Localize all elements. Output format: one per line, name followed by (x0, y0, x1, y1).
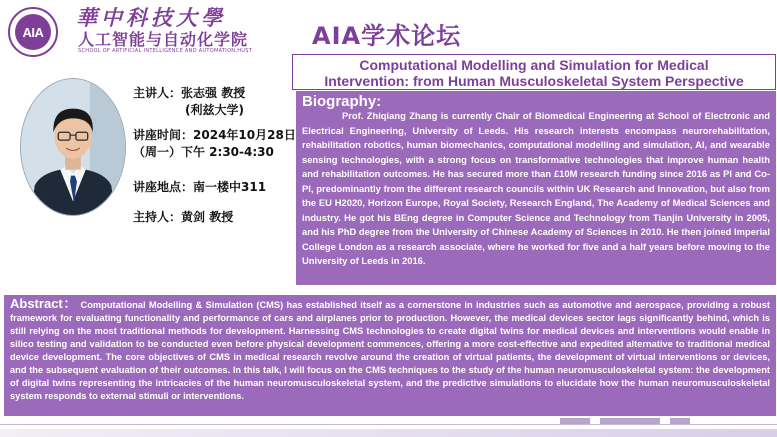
talk-title-line2: Intervention: from Human Musculoskeletal System Perspective (324, 73, 744, 89)
forum-title: AIA学术论坛 (312, 22, 462, 50)
logo-text: AIA (15, 14, 51, 50)
location-label: 讲座地点： (133, 180, 194, 194)
speaker-row (133, 84, 245, 101)
biography-panel (296, 91, 776, 285)
host-label: 主持人： (133, 210, 182, 224)
biography-text: Prof. Zhiqiang Zhang is currently Chair of Biomedical Engineering at School of Electronic and Electrical Engineering, University of Leeds. His research interests encompass neurorehabilitation, rehabilitation robotics, human biomechanics, computational modelling and simulation, AI, and wearable sensing technologies, with a strong focus on transformative technologies that improve human health and rehabilitation outcomes. He has secured more than £10M research funding since 2016 as PI and Co-PI, predominantly from the different research councils within UK Research and Innovation, but also from the EU H2020, Horizon Europe, Royal Society, Research England, The Academy of Medical Sciences and industry. He got his BEng degree in Computer Science and Technology from Tianjin University in 2005, and his PhD degree from the University of Chinese Academy of Sciences in 2010. He then joined Imperial College London as a research associate, where he worked for five and a half years before moving to the University of Leeds in 2016. (302, 110, 770, 266)
decorative-footer-bar (0, 429, 777, 437)
university-name: 華中科技大學 (76, 5, 226, 30)
location-value: 南一楼中311 (193, 180, 267, 194)
decorative-line (0, 424, 777, 425)
time-line2: （周一）下午 2:30-4:30 (133, 145, 274, 159)
talk-title-line1: Computational Modelling and Simulation for Medical (359, 57, 709, 73)
time-value: 2024年10月28日 (193, 128, 296, 142)
abstract-label: Abstract： (10, 296, 78, 311)
abstract-panel (4, 295, 776, 416)
abstract-body (10, 297, 770, 403)
location-row (133, 178, 266, 195)
host-value: 黄剑 教授 (181, 210, 234, 224)
time-label: 讲座时间： (133, 128, 194, 142)
time-row (133, 126, 296, 143)
speaker-affiliation: (利兹大学) (185, 103, 244, 117)
host-row (133, 208, 233, 225)
speaker-photo (20, 78, 126, 216)
school-name-en: SCHOOL OF ARTIFICIAL INTELLIGENCE AND AUTOMATION,HUST (78, 48, 253, 54)
biography-label: Biography: (302, 93, 382, 110)
speaker-name: 张志强 教授 (181, 86, 246, 100)
talk-title-box (292, 54, 776, 90)
school-logo (8, 7, 58, 57)
speaker-label: 主讲人： (133, 86, 182, 100)
abstract-text: Computational Modelling & Simulation (CMS) has established itself as a cornerstone in industries such as automotive and aerospace, providing a robust framework for evaluating functionality and performance of cars and airplanes prior to production. However, the medical devices sector lags significantly behind, which is still relying on the most traditional methods for development. Harnessing CMS technologies to create digital twins for medical devices and interventions would enable in silico testing and validation to be conducted even before physical development commences, offering a more cost-effective and expedited alternative to traditional medical device development. The core objectives of CMS in medical research revolve around the creation of virtual patients, the development of virtual interventions or devices, and the subsequent evaluation of their outcomes. In this talk, I will focus on the CMS techniques to the study of the human neuromusculoskeletal system: the development of digital twins representing the intricacies of the human neuromusculoskeletal system, and the predictive simulations to elucidate how the human neuromusculoskeletal system responds to external stimuli or interventions. (10, 300, 770, 401)
school-name-cn: 人工智能与自动化学院 (78, 30, 249, 49)
